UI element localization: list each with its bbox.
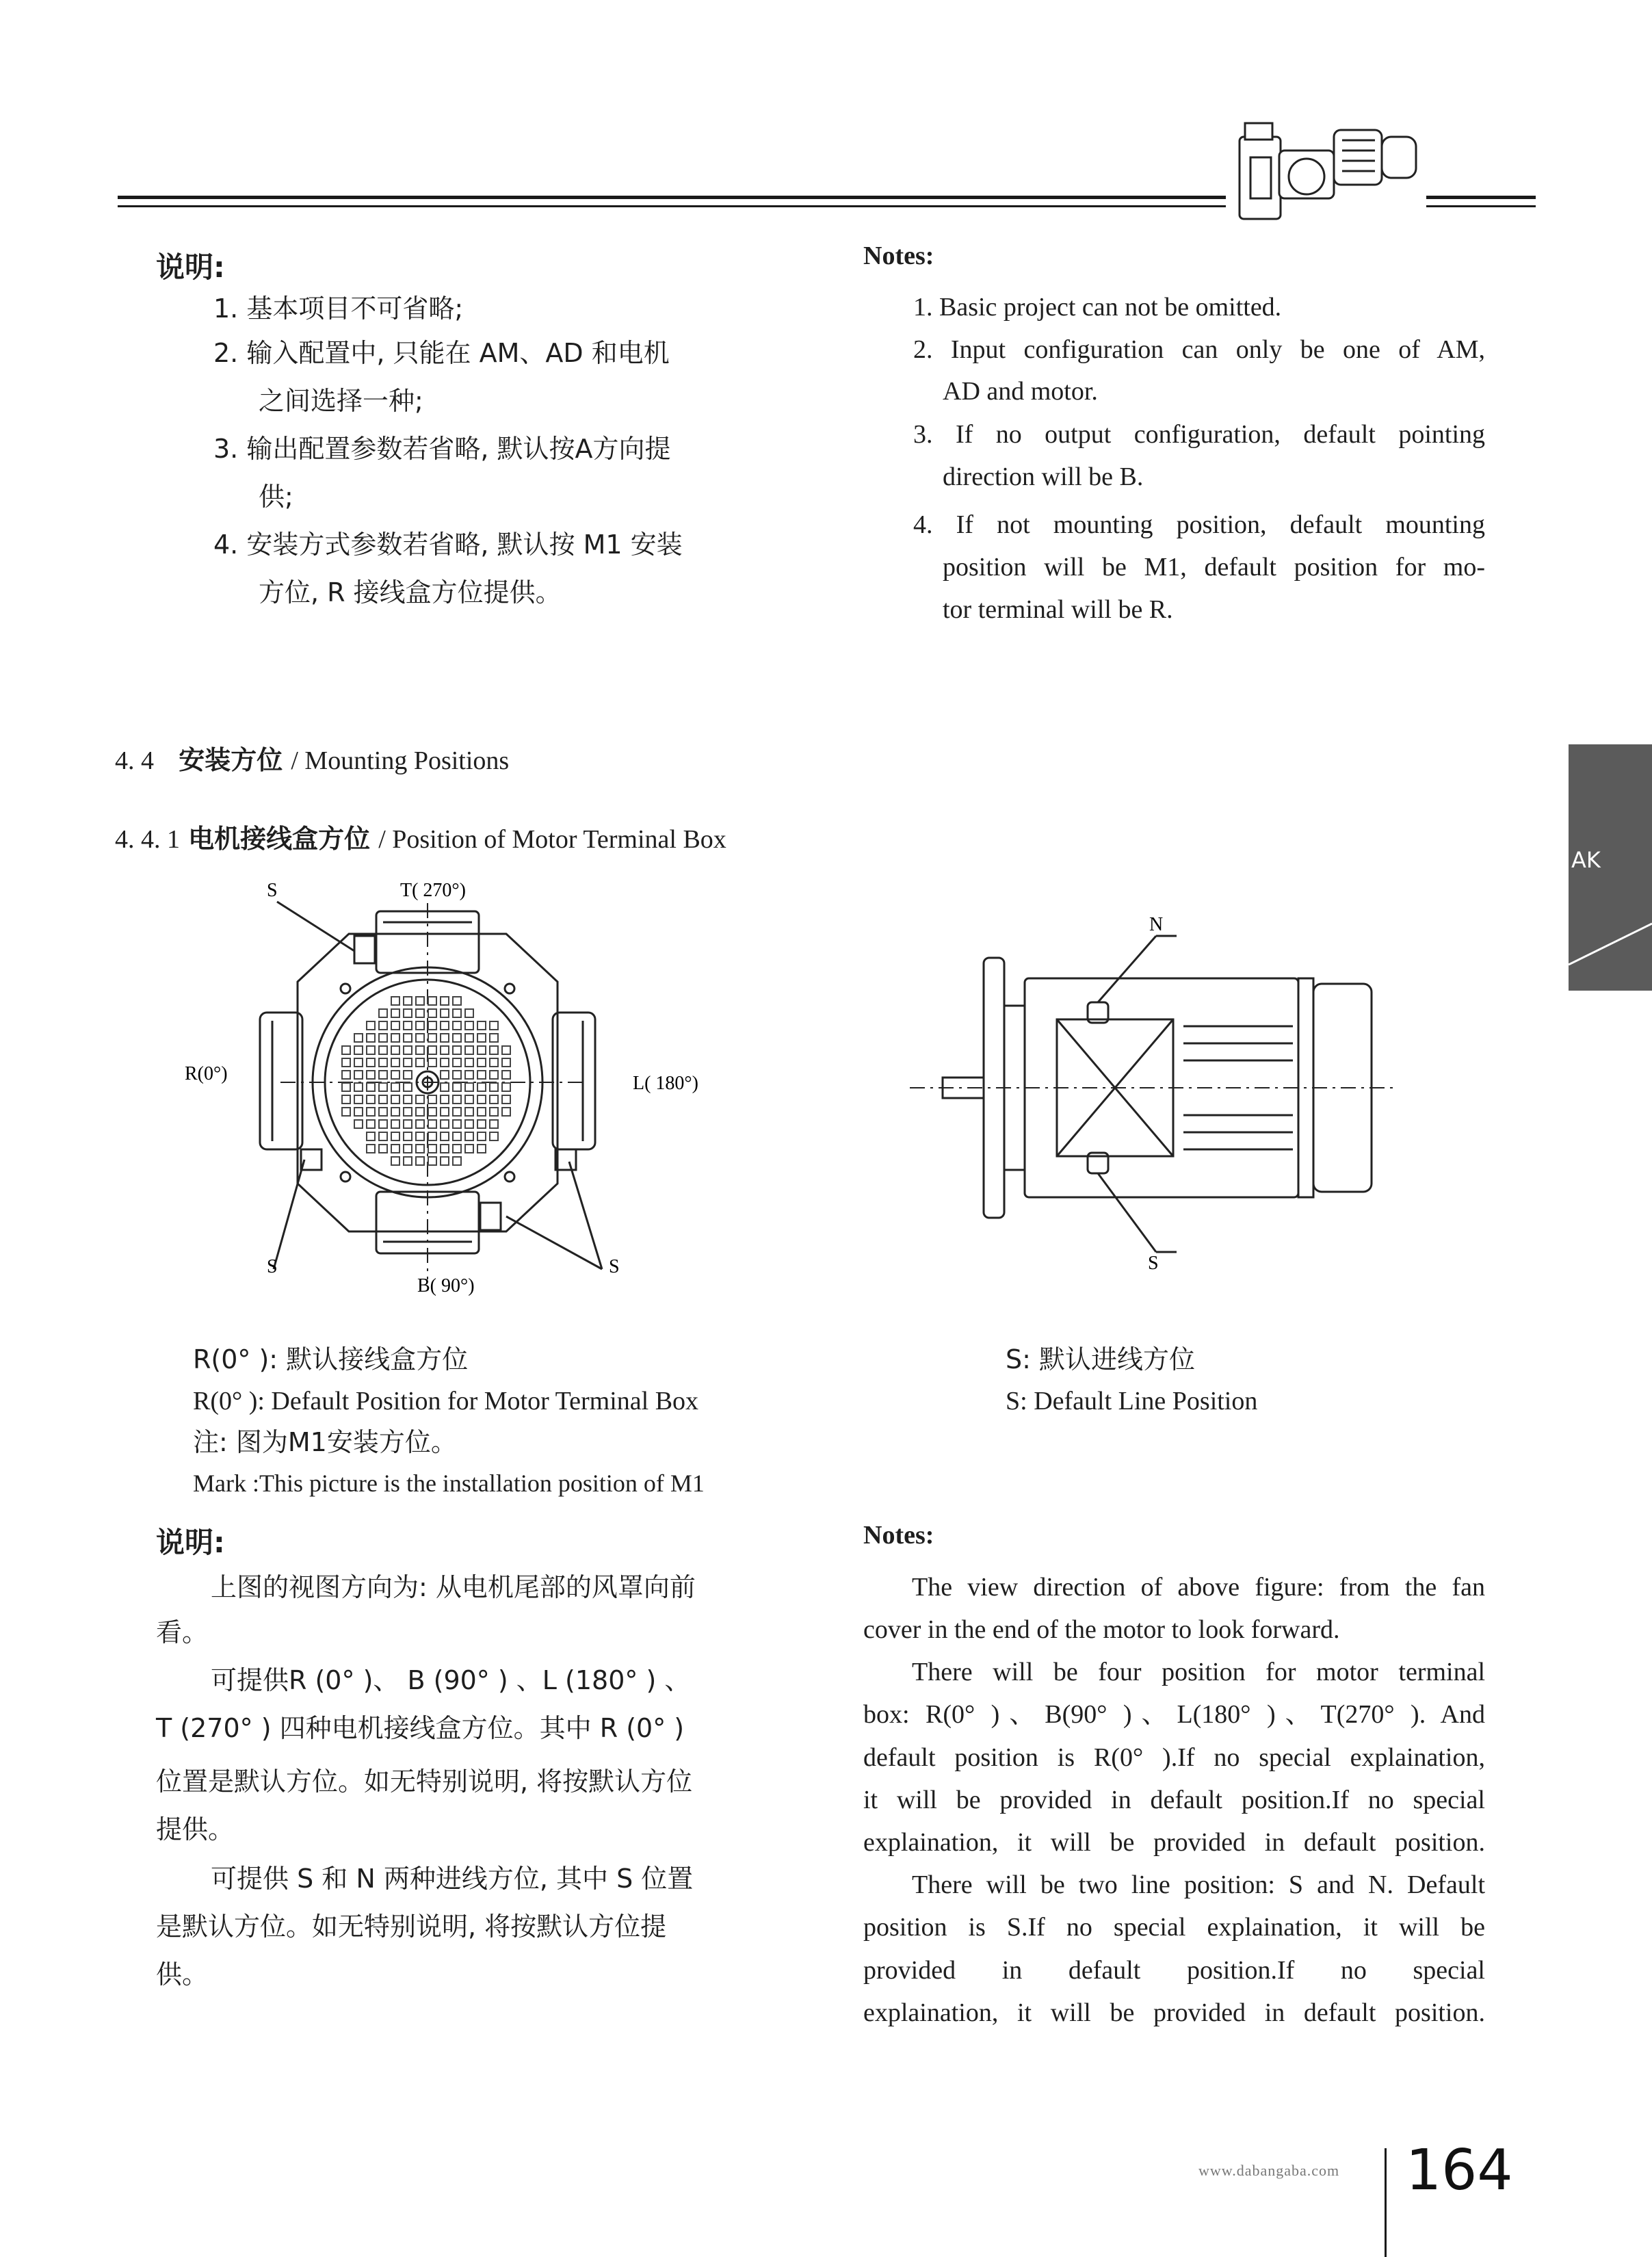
- fan-grid-cell: [490, 1021, 498, 1030]
- label-n: N: [1149, 914, 1164, 935]
- fan-grid-cell: [477, 1071, 486, 1079]
- notes-bottom-title-cn: 说明:: [156, 1526, 225, 1559]
- fan-grid-cell: [416, 1157, 424, 1165]
- section-4-4-title-en: / Mounting Positions: [291, 746, 510, 775]
- fan-grid-cell: [428, 1034, 436, 1042]
- note-item-4-cont-cn: 方位, R 接线盒方位提供。: [259, 577, 562, 608]
- fan-grid-cell: [391, 1132, 399, 1140]
- note-item-2-cn: 2. 输入配置中, 只能在 AM、AD 和电机: [213, 338, 670, 368]
- fan-grid-cell: [379, 1009, 387, 1017]
- fan-grid-cell: [391, 1157, 399, 1165]
- section-4-4-1-heading: [115, 818, 726, 855]
- fan-grid-cell: [477, 1145, 486, 1153]
- fan-grid-cell: [354, 1108, 363, 1116]
- fan-grid-cell: [465, 1120, 473, 1128]
- label-s-top: S: [267, 880, 278, 901]
- notes-bottom-en-line-10: provided in default position.If no special: [863, 1956, 1485, 1985]
- notes-bottom-cn-line-3: 可提供R (0° )、 B (90° ) 、L (180° ) 、: [211, 1665, 691, 1695]
- fan-grid-cell: [391, 1120, 399, 1128]
- notes-bottom-title-en: Notes:: [863, 1521, 934, 1550]
- fan-grid-cell: [428, 1132, 436, 1140]
- caption-r-default-cn: R(0° ): 默认接线盒方位: [193, 1344, 469, 1374]
- header-rule-bottom-right: [1426, 205, 1536, 207]
- note-item-4-cn: 4. 安装方式参数若省略, 默认按 M1 安装: [213, 530, 683, 560]
- note-item-4-cont2-en: tor terminal will be R.: [943, 595, 1173, 624]
- fan-grid-cell: [453, 1145, 461, 1153]
- fan-grid-cell: [441, 1095, 449, 1104]
- notes-bottom-cn-line-6: 提供。: [156, 1814, 235, 1844]
- fan-grid-cell: [441, 1046, 449, 1054]
- fan-grid-cell: [367, 1108, 375, 1116]
- fan-grid-cell: [342, 1058, 350, 1067]
- fan-grid-cell: [428, 1021, 436, 1030]
- side-tab-slash: [1569, 744, 1652, 991]
- fan-grid-cell: [404, 1132, 412, 1140]
- fan-grid-cell: [354, 1046, 363, 1054]
- fan-grid-cell: [391, 1058, 399, 1067]
- notes-bottom-en-line-9: position is S.If no special explaination, it will be: [863, 1913, 1485, 1942]
- fan-grid-cell: [416, 1058, 424, 1067]
- fan-grid-cell: [441, 1071, 449, 1079]
- note-item-2-en: 2. Input configuration can only be one of AM,: [913, 335, 1485, 364]
- fan-grid-cell: [342, 1083, 350, 1091]
- fan-grid-cell: [441, 1034, 449, 1042]
- fan-grid-cell: [391, 1071, 399, 1079]
- fan-grid-cell: [477, 1120, 486, 1128]
- note-item-3-en: 3. If no output configuration, default pointing: [913, 420, 1485, 449]
- fan-grid-cell: [477, 1021, 486, 1030]
- header-rule-top-right: [1426, 196, 1536, 199]
- fan-grid-cell: [465, 1083, 473, 1091]
- fan-grid-cell: [416, 997, 424, 1005]
- fan-grid-cell: [416, 1046, 424, 1054]
- section-4-4-1-title-en: / Position of Motor Terminal Box: [378, 825, 726, 854]
- fan-grid-cell: [490, 1120, 498, 1128]
- fan-grid-cell: [428, 1046, 436, 1054]
- fan-grid-cell: [367, 1145, 375, 1153]
- fan-grid-cell: [342, 1108, 350, 1116]
- fan-grid-cell: [477, 1132, 486, 1140]
- header-rule-bottom: [118, 205, 1226, 207]
- fan-grid-cell: [367, 1021, 375, 1030]
- fan-grid-cell: [490, 1095, 498, 1104]
- fan-grid-cell: [490, 1046, 498, 1054]
- fan-grid-cell: [477, 1046, 486, 1054]
- fan-grid-cell: [354, 1083, 363, 1091]
- fan-grid-cell: [490, 1034, 498, 1042]
- fan-grid-cell: [416, 1132, 424, 1140]
- fan-grid-cell: [404, 1157, 412, 1165]
- fan-grid-cell: [379, 1046, 387, 1054]
- fan-grid-cell: [453, 1034, 461, 1042]
- side-tab-label: AK: [1571, 847, 1601, 873]
- fan-grid-cell: [367, 1132, 375, 1140]
- fan-grid-cell: [428, 1120, 436, 1128]
- fan-grid-cell: [404, 1058, 412, 1067]
- fan-grid-cell: [490, 1058, 498, 1067]
- fan-grid-cell: [379, 1120, 387, 1128]
- fan-grid-cell: [428, 1095, 436, 1104]
- fan-grid-cell: [428, 1009, 436, 1017]
- caption-mark-en: Mark :This picture is the installation position of M1: [193, 1470, 705, 1497]
- header-rule-top: [118, 196, 1226, 199]
- fan-grid-cell: [379, 1132, 387, 1140]
- fan-grid-cell: [367, 1058, 375, 1067]
- notes-bottom-en-line-1: The view direction of above figure: from the fan: [912, 1573, 1485, 1602]
- fan-grid-cell: [428, 1157, 436, 1165]
- fan-grid-cell: [465, 1145, 473, 1153]
- fan-grid-cell: [367, 1120, 375, 1128]
- note-item-4-cont-en: position will be M1, default position for mo-: [943, 553, 1485, 582]
- fan-grid-cell: [367, 1046, 375, 1054]
- fan-grid-cell: [416, 1120, 424, 1128]
- fan-grid-cell: [490, 1108, 498, 1116]
- notes-title-en: Notes:: [863, 242, 934, 270]
- fan-grid-cell: [477, 1058, 486, 1067]
- fan-grid-cell: [441, 1058, 449, 1067]
- fan-grid-cell: [441, 1021, 449, 1030]
- fan-grid-cell: [502, 1108, 510, 1116]
- fan-grid-cell: [391, 1046, 399, 1054]
- fan-grid-cell: [404, 997, 412, 1005]
- fan-grid-cell: [379, 1108, 387, 1116]
- fan-grid-cell: [354, 1120, 363, 1128]
- fan-grid-cell: [367, 1095, 375, 1104]
- fan-grid-cell: [391, 1145, 399, 1153]
- fan-grid-cell: [354, 1034, 363, 1042]
- fan-grid-cell: [428, 1145, 436, 1153]
- fan-grid-cell: [502, 1046, 510, 1054]
- fan-grid-cell: [391, 1034, 399, 1042]
- fan-grid-cell: [379, 1083, 387, 1091]
- fan-grid-cell: [453, 1108, 461, 1116]
- label-t-270: T( 270°): [400, 880, 466, 901]
- fan-grid-cell: [404, 1046, 412, 1054]
- section-4-4-number: 4. 4: [115, 746, 154, 775]
- fan-grid-cell: [342, 1046, 350, 1054]
- fan-grid-cell: [391, 997, 399, 1005]
- fan-grid-cell: [453, 1132, 461, 1140]
- fan-grid-cell: [416, 1034, 424, 1042]
- fan-grid-cell: [391, 1095, 399, 1104]
- fan-grid-cell: [490, 1071, 498, 1079]
- fan-grid-cell: [465, 1071, 473, 1079]
- fan-grid-cell: [465, 1034, 473, 1042]
- fan-grid-cell: [441, 1120, 449, 1128]
- notes-bottom-en-line-11: explaination, it will be provided in default position.: [863, 1998, 1485, 2027]
- notes-bottom-en-line-2: cover in the end of the motor to look forward.: [863, 1615, 1340, 1644]
- fan-grid-cell: [354, 1095, 363, 1104]
- fan-grid-cell: [453, 1071, 461, 1079]
- fan-grid-cell: [404, 1095, 412, 1104]
- gear-motor-icon: [1231, 109, 1430, 226]
- notes-bottom-cn-line-1: 上图的视图方向为: 从电机尾部的风罩向前: [211, 1572, 696, 1602]
- fan-grid-cell: [477, 1095, 486, 1104]
- notes-bottom-cn-line-5: 位置是默认方位。如无特别说明, 将按默认方位: [156, 1766, 693, 1797]
- fan-grid-cell: [502, 1083, 510, 1091]
- notes-bottom-cn-line-9: 供。: [156, 1959, 209, 1989]
- label-s-side: S: [1148, 1253, 1159, 1274]
- fan-grid-cell: [441, 1132, 449, 1140]
- fan-grid-cell: [465, 1132, 473, 1140]
- note-item-1-en: 1. Basic project can not be omitted.: [913, 293, 1282, 322]
- fan-grid-cell: [477, 1108, 486, 1116]
- fan-grid-cell: [490, 1083, 498, 1091]
- fan-grid-cell: [416, 1108, 424, 1116]
- fan-grid-cell: [416, 1145, 424, 1153]
- fan-grid-cell: [404, 1083, 412, 1091]
- notes-bottom-en-line-7: explaination, it will be provided in default position.: [863, 1828, 1485, 1857]
- fan-grid-cell: [367, 1034, 375, 1042]
- fan-grid-cell: [465, 1046, 473, 1054]
- caption-s-default-en: S: Default Line Position: [1006, 1387, 1258, 1415]
- fan-grid-cell: [465, 1009, 473, 1017]
- fan-grid-cell: [391, 1009, 399, 1017]
- fan-grid-cell: [379, 1034, 387, 1042]
- fan-grid-cell: [490, 1132, 498, 1140]
- fan-grid-cell: [502, 1071, 510, 1079]
- fan-grid-cell: [453, 1046, 461, 1054]
- notes-bottom-en-line-4: box: R(0° )、B(90° )、L(180° )、T(270° ). And: [863, 1700, 1485, 1729]
- terminal-box-front-view-diagram: [164, 869, 746, 1314]
- notes-bottom-cn-line-4: T (270° ) 四种电机接线盒方位。其中 R (0° ): [156, 1713, 685, 1743]
- fan-grid-cell: [441, 1009, 449, 1017]
- fan-grid-cell: [453, 1058, 461, 1067]
- page-number: 164: [1406, 2138, 1513, 2203]
- side-tab-ak: [1569, 744, 1652, 991]
- fan-grid-cell: [465, 1058, 473, 1067]
- caption-note-cn: 注: 图为M1安装方位。: [193, 1427, 457, 1457]
- fan-grid-cell: [391, 1021, 399, 1030]
- fan-grid-cell: [379, 1145, 387, 1153]
- fan-grid-cell: [477, 1034, 486, 1042]
- note-item-1-cn: 1. 基本项目不可省略;: [213, 293, 464, 324]
- notes-bottom-en-line-3: There will be four position for motor terminal: [912, 1658, 1485, 1686]
- fan-grid-cell: [354, 1058, 363, 1067]
- fan-grid-cell: [441, 1108, 449, 1116]
- fan-grid-cell: [379, 1058, 387, 1067]
- fan-grid-cell: [391, 1108, 399, 1116]
- label-l-180: L( 180°): [633, 1073, 698, 1094]
- caption-r-default-en: R(0° ): Default Position for Motor Terminal Box: [193, 1387, 699, 1415]
- fan-grid-cell: [441, 1145, 449, 1153]
- note-item-3-cont-cn: 供;: [259, 482, 293, 512]
- fan-grid-cell: [465, 1095, 473, 1104]
- footer-website: www.dabangaba.com: [1198, 2162, 1340, 2179]
- section-4-4-1-number: 4. 4. 1: [115, 825, 180, 854]
- notes-title-cn: 说明:: [156, 250, 225, 284]
- fan-grid-cell: [404, 1108, 412, 1116]
- note-item-4-en: 4. If not mounting position, default mounting: [913, 510, 1485, 539]
- section-4-4-heading: [115, 739, 509, 777]
- fan-grid-cell: [404, 1021, 412, 1030]
- note-item-3-cn: 3. 输出配置参数若省略, 默认按A方向提: [213, 434, 671, 464]
- notes-bottom-cn-line-2: 看。: [156, 1617, 209, 1647]
- fan-grid-cell: [453, 1009, 461, 1017]
- fan-grid-cell: [453, 1120, 461, 1128]
- fan-grid-cell: [391, 1083, 399, 1091]
- fan-grid-cell: [404, 1009, 412, 1017]
- fan-grid-cell: [404, 1120, 412, 1128]
- notes-bottom-en-line-5: default position is R(0° ).If no special explaination,: [863, 1743, 1485, 1772]
- fan-grid-cell: [453, 1083, 461, 1091]
- fan-grid-cell: [379, 1021, 387, 1030]
- section-4-4-title-cn: 安装方位: [179, 745, 283, 775]
- caption-s-default-cn: S: 默认进线方位: [1006, 1344, 1196, 1374]
- label-s-bottom-right: S: [609, 1256, 620, 1277]
- fan-grid-cell: [404, 1071, 412, 1079]
- fan-grid-cell: [342, 1095, 350, 1104]
- fan-grid-cell: [367, 1071, 375, 1079]
- fan-grid-cell: [502, 1058, 510, 1067]
- fan-grid-cell: [441, 1083, 449, 1091]
- fan-grid-cell: [453, 1095, 461, 1104]
- fan-grid-cell: [404, 1034, 412, 1042]
- note-item-3-cont-en: direction will be B.: [943, 462, 1144, 491]
- motor-side-view-diagram: [889, 903, 1423, 1286]
- fan-cover-grid: [342, 997, 510, 1165]
- note-item-2-cont-en: AD and motor.: [943, 377, 1098, 406]
- fan-grid-cell: [428, 1108, 436, 1116]
- fan-grid-cell: [367, 1083, 375, 1091]
- fan-grid-cell: [416, 1021, 424, 1030]
- notes-bottom-en-line-6: it will be provided in default position.If no special: [863, 1786, 1485, 1814]
- label-b-90: B( 90°): [417, 1275, 475, 1296]
- fan-grid-cell: [416, 1009, 424, 1017]
- fan-grid-cell: [453, 1021, 461, 1030]
- section-4-4-1-title-cn: 电机接线盒方位: [188, 824, 371, 854]
- fan-grid-cell: [465, 1021, 473, 1030]
- fan-grid-cell: [441, 1157, 449, 1165]
- label-s-bottom-left: S: [267, 1256, 278, 1277]
- fan-grid-cell: [441, 997, 449, 1005]
- notes-bottom-cn-line-8: 是默认方位。如无特别说明, 将按默认方位提: [156, 1912, 667, 1942]
- fan-grid-cell: [342, 1071, 350, 1079]
- fan-grid-cell: [428, 1058, 436, 1067]
- fan-grid-cell: [428, 997, 436, 1005]
- footer-divider: [1385, 2148, 1387, 2257]
- fan-grid-cell: [465, 1108, 473, 1116]
- label-r-0: R(0°): [185, 1063, 228, 1084]
- note-item-2-cont-cn: 之间选择一种;: [259, 386, 423, 416]
- fan-grid-cell: [502, 1095, 510, 1104]
- notes-bottom-cn-line-7: 可提供 S 和 N 两种进线方位, 其中 S 位置: [211, 1864, 694, 1894]
- fan-grid-cell: [477, 1083, 486, 1091]
- fan-grid-cell: [416, 1095, 424, 1104]
- fan-grid-cell: [379, 1071, 387, 1079]
- notes-bottom-en-line-8: There will be two line position: S and N. Default: [912, 1870, 1485, 1899]
- fan-grid-cell: [379, 1095, 387, 1104]
- fan-grid-cell: [453, 1157, 461, 1165]
- fan-grid-cell: [404, 1145, 412, 1153]
- fan-grid-cell: [453, 997, 461, 1005]
- fan-grid-cell: [354, 1071, 363, 1079]
